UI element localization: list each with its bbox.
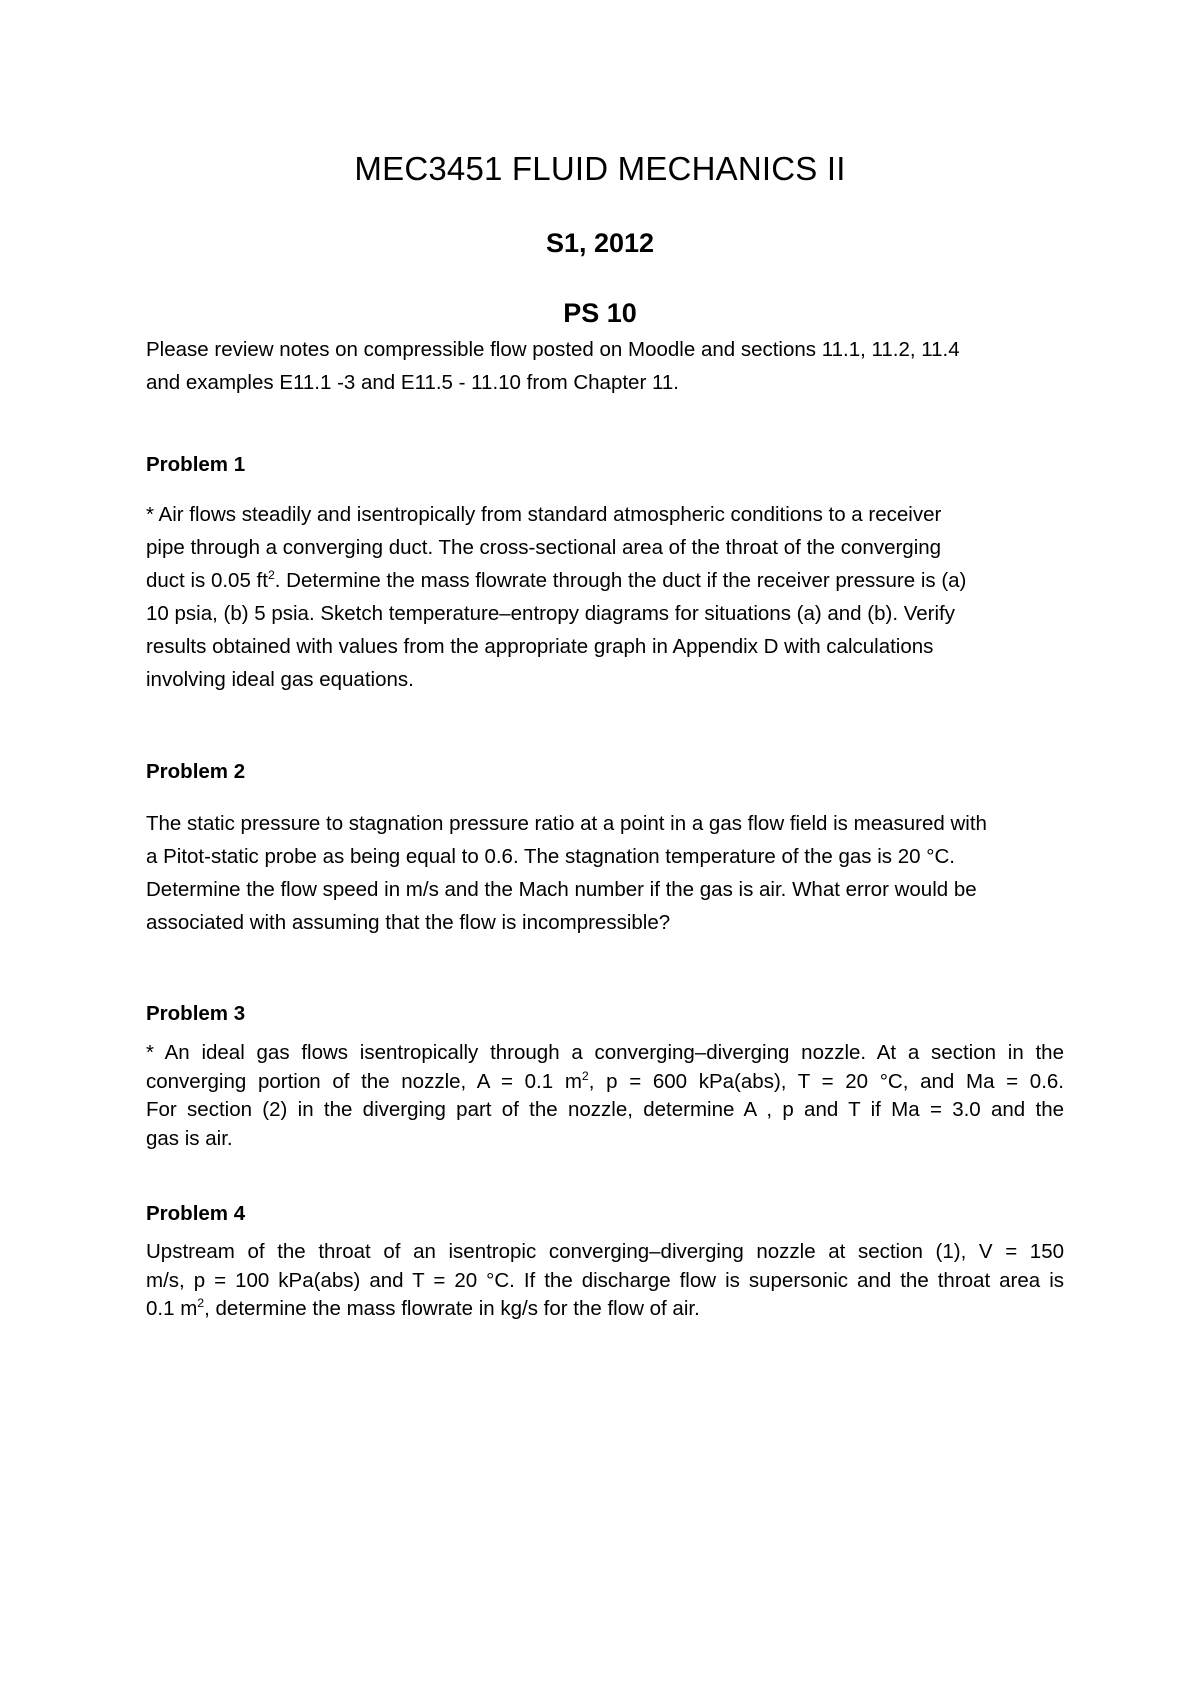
problem-1-heading: Problem 1 <box>146 453 246 476</box>
problem-3-heading: Problem 3 <box>146 1002 246 1025</box>
problem-3-text <box>146 1039 1064 1153</box>
course-title: MEC3451 FLUID MECHANICS II <box>354 150 846 187</box>
problem-2-line: a Pitot-static probe as being equal to 0.6. The stagnation temperature of the gas is 20 °C. <box>146 845 955 868</box>
problem-set-label: PS 10 <box>563 298 637 328</box>
problem-2-line: associated with assuming that the flow is incompressible? <box>146 911 671 934</box>
problem-1-line: pipe through a converging duct. The cross-sectional area of the throat of the converging <box>146 536 942 559</box>
problem-4-text <box>146 1238 1064 1324</box>
problem-1-text-part: duct is 0.05 ft <box>146 569 268 592</box>
problem-1-line: 10 psia, (b) 5 psia. Sketch temperature–entropy diagrams for situations (a) and (b). Verify <box>146 602 955 625</box>
problem-4-text-part: 0.1 m <box>146 1297 198 1320</box>
problem-3-text-part: , p = 600 kPa(abs), T = 20 °C, and Ma = 0.6. <box>588 1069 1064 1093</box>
problem-1-line: * Air flows steadily and isentropically from standard atmospheric conditions to a receiver <box>146 503 942 526</box>
problem-4-line: m/s, p = 100 kPa(abs) and T = 20 °C. If the discharge flow is supersonic and the throat area is <box>146 1268 1064 1292</box>
problem-3-text-part: converging portion of the nozzle, A = 0.1 m <box>146 1069 582 1093</box>
problem-4-line: Upstream of the throat of an isentropic converging–diverging nozzle at section (1), V = 150 <box>146 1240 1064 1263</box>
intro-paragraph <box>146 333 1064 399</box>
problem-4-text-part: , determine the mass flowrate in kg/s for the flow of air. <box>204 1297 700 1320</box>
superscript: 2 <box>197 1296 205 1311</box>
problem-1-line: results obtained with values from the appropriate graph in Appendix D with calculations <box>146 635 934 658</box>
problem-3-line: For section (2) in the diverging part of the nozzle, determine A , p and T if Ma = 3.0 and the <box>146 1098 1064 1121</box>
problem-2-text <box>146 807 1064 939</box>
intro-line: Please review notes on compressible flow posted on Moodle and sections 11.1, 11.2, 11.4 <box>146 338 960 361</box>
problem-3-line: * An ideal gas flows isentropically through a converging–diverging nozzle. At a section in the <box>146 1041 1064 1064</box>
intro-line: and examples E11.1 -3 and E11.5 - 11.10 from Chapter 11. <box>146 371 679 394</box>
problem-2-line: The static pressure to stagnation pressure ratio at a point in a gas flow field is measured with <box>146 812 987 835</box>
problem-1-line <box>146 564 1064 597</box>
problem-1-text-part: . Determine the mass flowrate through the duct if the receiver pressure is (a) <box>274 569 967 592</box>
problem-2-heading: Problem 2 <box>146 760 246 783</box>
problem-4-line <box>146 1295 1064 1324</box>
problem-1-text <box>146 498 1064 696</box>
problem-4-heading: Problem 4 <box>146 1202 246 1225</box>
problem-2-line: Determine the flow speed in m/s and the Mach number if the gas is air. What error would be <box>146 878 977 901</box>
superscript: 2 <box>581 1068 589 1083</box>
semester-label: S1, 2012 <box>545 228 655 258</box>
problem-3-line <box>146 1068 1064 1097</box>
problem-3-line: gas is air. <box>146 1126 233 1150</box>
problem-1-line: involving ideal gas equations. <box>146 668 414 691</box>
superscript: 2 <box>267 568 275 583</box>
